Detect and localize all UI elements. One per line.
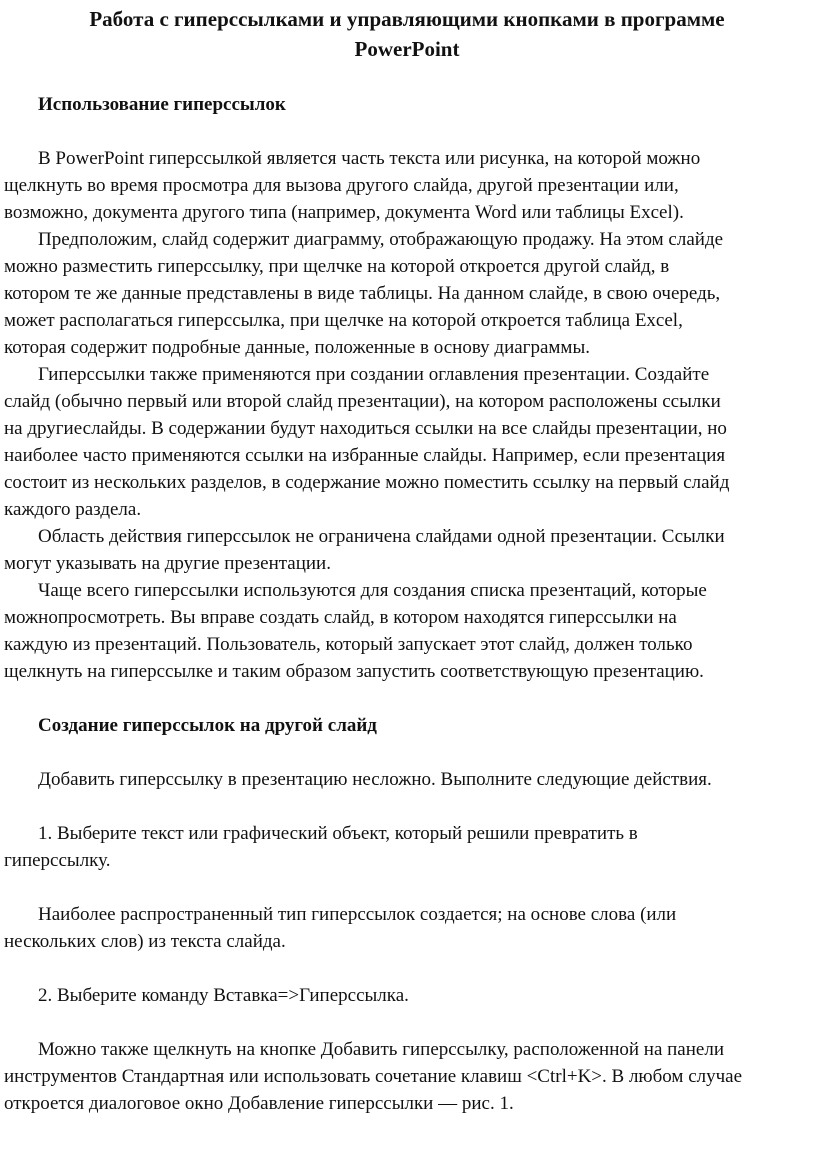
section-body-using-hyperlinks xyxy=(4,145,810,685)
paragraph-step-1-note: Наиболее распространенный тип гиперссылок создается; на основе слова (или нескольких слов) из текста слайда. xyxy=(4,904,677,952)
page-title: Работа с гиперссылками и управляющими кнопками в программе PowerPoint xyxy=(89,7,725,61)
paragraph-step-2-note: Можно также щелкнуть на кнопке Добавить гиперссылку, расположенной на панели инструментов Стандартная или использовать сочетание клавиш <Ctrl+K>. В любом случае откроется диалоговое окно Добавление гиперссылки — рис. 1. xyxy=(4,1039,743,1114)
paragraph-table-of-contents: Гиперссылки также применяются при создании оглавления презентации. Создайте слайд (обычно первый или второй слайд презентации), на котором расположены ссылки на другиеслайды. В содержании будут находиться ссылки на все слайды презентации, но наиболее часто применяются ссылки на избранные слайды. Например, если презентация состоит из нескольких разделов, в содержание можно поместить ссылку на первый слайд каждого раздела. xyxy=(4,364,730,520)
paragraph-definition: В PowerPoint гиперссылкой является часть текста или рисунка, на которой можно щелкнуть во время просмотра для вызова другого слайда, другой презентации или, возможно, документа другого типа (например, документа Word или таблицы Excel). xyxy=(4,148,701,223)
section-heading-using-hyperlinks: Использование гиперссылок xyxy=(38,94,286,115)
paragraph-presentation-list: Чаще всего гиперссылки используются для создания списка презентаций, которые можнопросмотреть. Вы вправе создать слайд, в котором находятся гиперссылки на каждую из презентаций. Пользователь, который запускает этот слайд, должен только щелкнуть на гиперссылке и таким образом запустить соответствующую презентацию. xyxy=(4,580,707,682)
paragraph-scope: Область действия гиперссылок не ограничена слайдами одной презентации. Ссылки могут указывать на другие презентации. xyxy=(4,526,725,574)
paragraph-intro: Добавить гиперссылку в презентацию несложно. Выполните следующие действия. xyxy=(38,769,712,790)
paragraph-step-2: 2. Выберите команду Вставка=>Гиперссылка. xyxy=(38,985,409,1006)
paragraph-example: Предположим, слайд содержит диаграмму, отображающую продажу. На этом слайде можно разместить гиперссылку, при щелчке на которой откроется другой слайд, в котором те же данные представлены в виде таблицы. На данном слайде, в свою очередь, может располагаться гиперссылка, при щелчке на которой откроется таблица Excel, которая содержит подробные данные, положенные в основу диаграммы. xyxy=(4,229,724,358)
section-heading-create-hyperlinks: Создание гиперссылок на другой слайд xyxy=(38,715,377,736)
paragraph-step-1: 1. Выберите текст или графический объект, который решили превратить в гиперссылку. xyxy=(4,823,638,871)
